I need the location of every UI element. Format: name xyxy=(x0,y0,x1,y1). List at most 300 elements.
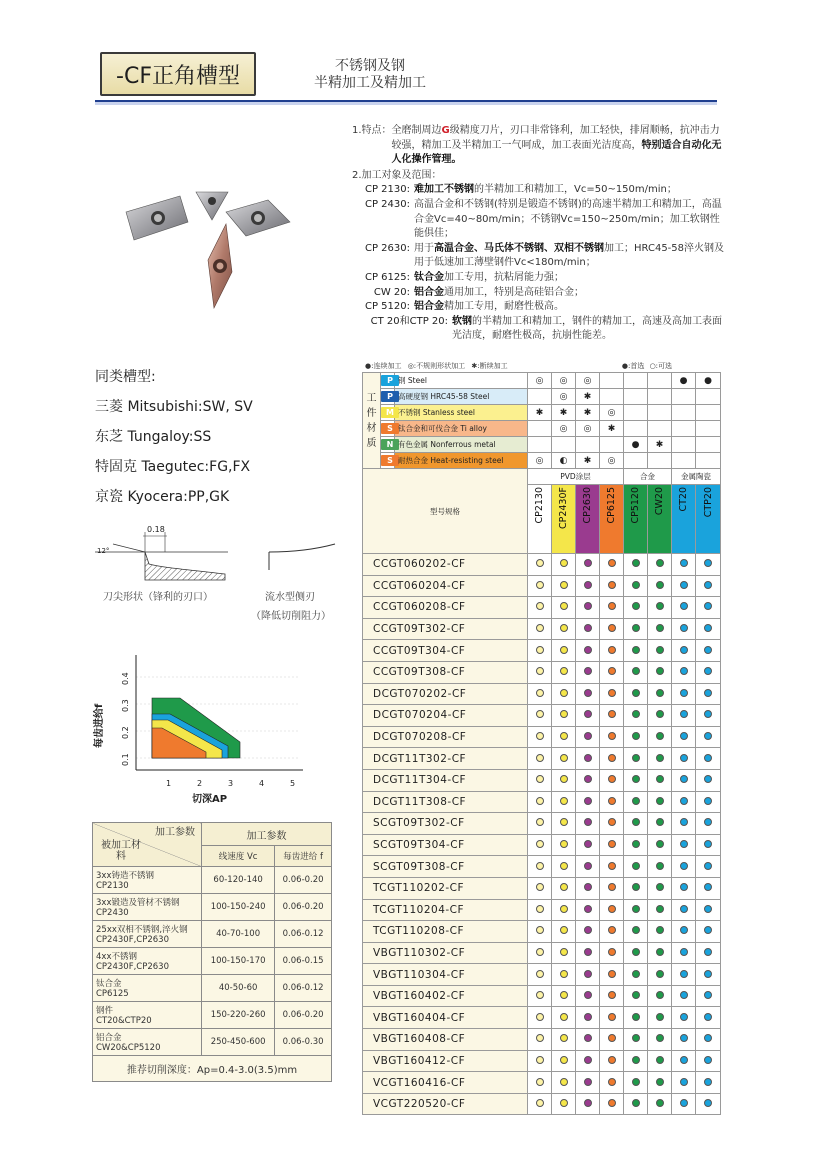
availability-dot xyxy=(680,1078,688,1086)
model-grade-cell xyxy=(672,877,696,899)
model-row xyxy=(363,877,721,899)
model-grade-cell xyxy=(576,942,600,964)
model-grade-cell xyxy=(648,877,672,899)
edge-angle-label: 12° xyxy=(97,547,110,555)
params-row xyxy=(93,1002,332,1029)
availability-dot xyxy=(704,581,712,589)
availability-dot xyxy=(656,646,664,654)
model-grade-cell xyxy=(576,618,600,640)
model-grade-cell xyxy=(552,985,576,1007)
grade-desc-code: CT 20和CTP 20: xyxy=(370,315,448,327)
material-grade-cell: ✱ xyxy=(552,405,576,421)
grade-desc-code: CW 20: xyxy=(373,286,410,298)
model-grade-cell xyxy=(576,1029,600,1051)
model-grade-cell xyxy=(600,791,624,813)
availability-dot xyxy=(704,797,712,805)
availability-dot xyxy=(560,1099,568,1107)
model-grade-cell xyxy=(624,554,648,576)
grade-desc-code: CP 5120: xyxy=(364,301,410,313)
model-grade-cell xyxy=(576,813,600,835)
material-row xyxy=(363,453,721,469)
model-grade-cell xyxy=(576,856,600,878)
model-grade-cell xyxy=(528,769,552,791)
availability-dot xyxy=(608,624,616,632)
model-grade-cell xyxy=(576,921,600,943)
model-grade-cell xyxy=(696,1072,721,1094)
availability-dot xyxy=(680,840,688,848)
availability-dot xyxy=(584,797,592,805)
model-name: VCGT220520-CF xyxy=(363,1093,528,1115)
grade-header: CP2130 xyxy=(528,485,552,554)
availability-dot xyxy=(632,559,640,567)
model-grade-cell xyxy=(648,726,672,748)
availability-dot xyxy=(608,797,616,805)
params-row xyxy=(93,975,332,1002)
params-f: 0.06-0.12 xyxy=(275,975,332,1002)
availability-dot xyxy=(704,883,712,891)
model-grade-cell xyxy=(624,1007,648,1029)
availability-dot xyxy=(584,1013,592,1021)
availability-dot xyxy=(704,602,712,610)
model-row xyxy=(363,813,721,835)
availability-dot xyxy=(536,905,544,913)
material-code: S xyxy=(381,453,395,469)
model-grade-cell xyxy=(552,791,576,813)
availability-dot xyxy=(704,754,712,762)
model-name: DCGT070204-CF xyxy=(363,705,528,727)
availability-dot xyxy=(584,926,592,934)
availability-dot xyxy=(560,991,568,999)
material-grade-cell: ✱ xyxy=(528,405,552,421)
availability-dot xyxy=(680,818,688,826)
material-grade-cell: ✱ xyxy=(648,437,672,453)
model-grade-cell xyxy=(528,705,552,727)
availability-dot xyxy=(632,775,640,783)
grade-desc-code: CP 6125: xyxy=(364,271,410,283)
model-grade-cell xyxy=(648,769,672,791)
material-name: 钛合金和可伐合金 Ti alloy xyxy=(395,421,528,437)
model-grade-cell xyxy=(552,964,576,986)
availability-dot xyxy=(656,689,664,697)
model-grade-cell xyxy=(672,834,696,856)
material-grade-cell xyxy=(672,437,696,453)
availability-dot xyxy=(680,667,688,675)
availability-dot xyxy=(584,883,592,891)
grade-header: CP2630 xyxy=(576,485,600,554)
model-grade-cell xyxy=(528,877,552,899)
model-grade-cell xyxy=(672,985,696,1007)
availability-dot xyxy=(584,624,592,632)
model-row xyxy=(363,683,721,705)
grade-header: CW20 xyxy=(648,485,672,554)
material-grade-cell: ◎ xyxy=(600,405,624,421)
availability-dot xyxy=(680,559,688,567)
availability-dot xyxy=(632,840,640,848)
availability-dot xyxy=(632,926,640,934)
chart-ytick-label: 0.2 xyxy=(121,726,130,739)
model-name: VBGT160404-CF xyxy=(363,1007,528,1029)
availability-dot xyxy=(632,797,640,805)
material-grade-cell xyxy=(528,389,552,405)
availability-dot xyxy=(536,581,544,589)
availability-dot xyxy=(536,840,544,848)
model-row xyxy=(363,554,721,576)
model-grade-cell xyxy=(528,791,552,813)
availability-dot xyxy=(584,862,592,870)
model-grade-cell xyxy=(552,683,576,705)
model-grade-cell xyxy=(528,1050,552,1072)
material-grade-cell: ✱ xyxy=(576,389,600,405)
availability-dot xyxy=(536,1099,544,1107)
availability-dot xyxy=(680,732,688,740)
availability-dot xyxy=(608,754,616,762)
availability-dot xyxy=(704,818,712,826)
matrix-group-row xyxy=(363,469,721,485)
model-row xyxy=(363,921,721,943)
inserts-photo xyxy=(118,182,296,312)
model-grade-cell xyxy=(528,683,552,705)
edge-label-2b: （降低切削阻力） xyxy=(251,611,331,622)
model-grade-cell xyxy=(528,597,552,619)
availability-dot xyxy=(536,667,544,675)
availability-dot xyxy=(608,1078,616,1086)
availability-dot xyxy=(704,624,712,632)
availability-dot xyxy=(656,581,664,589)
model-grade-cell xyxy=(696,964,721,986)
model-name: CCGT060208-CF xyxy=(363,597,528,619)
model-name: DCGT070208-CF xyxy=(363,726,528,748)
model-grade-cell xyxy=(600,705,624,727)
material-grade-cell xyxy=(648,453,672,469)
availability-dot xyxy=(632,602,640,610)
grade-desc-text: 难加工不锈钢的半精加工和精加工，Vc=50~150m/min； xyxy=(414,184,677,196)
model-grade-cell xyxy=(600,834,624,856)
model-name: CCGT060202-CF xyxy=(363,554,528,576)
model-grade-cell xyxy=(648,554,672,576)
model-grade-cell xyxy=(696,748,721,770)
model-grade-cell xyxy=(624,856,648,878)
model-grade-cell xyxy=(600,942,624,964)
model-grade-cell xyxy=(552,618,576,640)
availability-dot xyxy=(704,948,712,956)
similar-item: 东芝 Tungaloy:SS xyxy=(95,429,212,445)
params-header: 加工参数 xyxy=(202,823,332,846)
availability-dot xyxy=(608,926,616,934)
params-row xyxy=(93,1029,332,1056)
model-grade-cell xyxy=(624,597,648,619)
availability-dot xyxy=(656,710,664,718)
availability-dot xyxy=(680,1013,688,1021)
model-name: DCGT070202-CF xyxy=(363,683,528,705)
model-grade-cell xyxy=(528,1007,552,1029)
material-grade-cell xyxy=(624,453,648,469)
availability-dot xyxy=(656,1013,664,1021)
material-grade-cell: ◎ xyxy=(528,373,552,389)
availability-dot xyxy=(704,1013,712,1021)
model-grade-cell xyxy=(672,899,696,921)
model-grade-cell xyxy=(624,964,648,986)
model-grade-cell xyxy=(600,964,624,986)
model-grade-cell xyxy=(600,899,624,921)
grade-desc-row xyxy=(352,315,724,344)
availability-dot xyxy=(704,710,712,718)
availability-dot xyxy=(656,818,664,826)
grade-desc-row xyxy=(352,183,724,198)
legend-optional: ○:可选 xyxy=(649,362,673,370)
model-grade-cell xyxy=(624,1050,648,1072)
grade-desc-row xyxy=(352,271,724,286)
availability-dot xyxy=(608,559,616,567)
model-grade-cell xyxy=(528,1029,552,1051)
model-name: SCGT09T308-CF xyxy=(363,856,528,878)
availability-dot xyxy=(536,991,544,999)
availability-dot xyxy=(680,948,688,956)
availability-dot xyxy=(632,754,640,762)
model-grade-cell xyxy=(576,964,600,986)
availability-dot xyxy=(584,689,592,697)
model-grade-cell xyxy=(648,640,672,662)
material-grade-cell: ◎ xyxy=(552,373,576,389)
availability-dot xyxy=(536,624,544,632)
availability-dot xyxy=(680,905,688,913)
edge-diagrams xyxy=(93,522,348,642)
material-grade-cell: ◎ xyxy=(552,389,576,405)
availability-dot xyxy=(656,991,664,999)
availability-dot xyxy=(536,1056,544,1064)
material-grade-cell xyxy=(672,389,696,405)
model-name: DCGT11T302-CF xyxy=(363,748,528,770)
model-grade-cell xyxy=(696,877,721,899)
material-grade-cell: ◎ xyxy=(528,453,552,469)
availability-dot xyxy=(704,559,712,567)
model-grade-cell xyxy=(696,813,721,835)
material-grade-cell xyxy=(600,437,624,453)
model-grade-cell xyxy=(696,942,721,964)
availability-dot xyxy=(584,840,592,848)
availability-dot xyxy=(704,991,712,999)
model-grade-cell xyxy=(528,726,552,748)
params-f: 0.06-0.15 xyxy=(275,948,332,975)
model-grade-cell xyxy=(528,554,552,576)
model-row xyxy=(363,1007,721,1029)
chart-ytick-label: 0.4 xyxy=(121,672,130,685)
model-grade-cell xyxy=(624,985,648,1007)
availability-dot xyxy=(608,732,616,740)
material-grade-cell xyxy=(696,421,721,437)
params-footer: 推荐切削深度：Ap=0.4-3.0(3.5)mm xyxy=(93,1056,332,1082)
model-row xyxy=(363,1050,721,1072)
group-pvd: PVD涂层 xyxy=(528,469,624,485)
model-name: CCGT09T308-CF xyxy=(363,661,528,683)
model-grade-cell xyxy=(576,554,600,576)
model-grade-cell xyxy=(528,834,552,856)
availability-dot xyxy=(656,1034,664,1042)
matrix-legend xyxy=(365,361,725,371)
availability-dot xyxy=(584,1099,592,1107)
model-grade-cell xyxy=(696,1093,721,1115)
availability-dot xyxy=(656,1078,664,1086)
availability-dot xyxy=(584,948,592,956)
material-grade-cell xyxy=(696,405,721,421)
model-grade-cell xyxy=(600,1093,624,1115)
params-row xyxy=(93,894,332,921)
legend-first: ●:首选 xyxy=(621,362,645,370)
material-grade-cell xyxy=(624,405,648,421)
model-grade-cell xyxy=(648,834,672,856)
availability-dot xyxy=(632,581,640,589)
material-grade-cell xyxy=(624,389,648,405)
model-grade-cell xyxy=(624,877,648,899)
grade-desc-row xyxy=(352,242,724,271)
model-grade-cell xyxy=(672,748,696,770)
availability-dot xyxy=(680,602,688,610)
params-f: 0.06-0.12 xyxy=(275,921,332,948)
availability-dot xyxy=(608,667,616,675)
model-row xyxy=(363,726,721,748)
availability-dot xyxy=(632,862,640,870)
material-row xyxy=(363,389,721,405)
model-name: TCGT110202-CF xyxy=(363,877,528,899)
grade-desc-text: 用于高温合金、马氏体不锈钢、双相不锈钢加工；HRC45-58淬火钢及用于低速加工薄壁钢件Vc<180m/min； xyxy=(414,242,725,269)
availability-dot xyxy=(680,926,688,934)
model-grade-cell xyxy=(648,813,672,835)
availability-dot xyxy=(680,1099,688,1107)
availability-dot xyxy=(560,581,568,589)
model-grade-cell xyxy=(552,1007,576,1029)
model-grade-cell xyxy=(648,1050,672,1072)
availability-dot xyxy=(560,883,568,891)
subtitle-line-1: 不锈钢及钢 xyxy=(335,58,405,74)
availability-dot xyxy=(608,710,616,718)
model-grade-cell xyxy=(600,769,624,791)
edge-label-1: 刀尖形状（锋利的刃口） xyxy=(103,592,213,603)
model-grade-cell xyxy=(552,748,576,770)
model-grade-cell xyxy=(672,1050,696,1072)
availability-dot xyxy=(608,948,616,956)
model-row xyxy=(363,748,721,770)
grade-desc-text: 高温合金和不锈钢(特别是锻造不锈钢)的高速半精加工和精加工，高温合金Vc=40~80m/min；不锈钢Vc=150~250m/min；加工软钢性能俱佳； xyxy=(414,198,722,240)
model-grade-cell xyxy=(672,942,696,964)
model-grade-cell xyxy=(552,921,576,943)
grade-desc-row xyxy=(352,300,724,315)
model-grade-cell xyxy=(552,597,576,619)
page-title: -CF正角槽型 xyxy=(100,52,256,96)
model-row xyxy=(363,1029,721,1051)
model-grade-cell xyxy=(624,575,648,597)
model-grade-cell xyxy=(696,769,721,791)
availability-dot xyxy=(608,775,616,783)
model-name: VBGT160408-CF xyxy=(363,1029,528,1051)
material-code: P xyxy=(381,389,395,405)
material-grade-cell xyxy=(600,373,624,389)
availability-dot xyxy=(560,602,568,610)
availability-dot xyxy=(560,905,568,913)
similar-item: 京瓷 Kyocera:PP,GK xyxy=(95,489,230,505)
model-grade-cell xyxy=(576,683,600,705)
availability-dot xyxy=(704,970,712,978)
model-grade-cell xyxy=(600,921,624,943)
grade-desc-text: 软钢的半精加工和精加工，钢件的精加工，高速及高加工表面光洁度，耐磨性极高，抗崩性能差。 xyxy=(452,315,722,342)
chart-xtick-label: 3 xyxy=(228,779,234,788)
model-grade-cell xyxy=(672,1072,696,1094)
availability-dot xyxy=(608,646,616,654)
model-grade-cell xyxy=(552,769,576,791)
model-grade-cell xyxy=(528,856,552,878)
model-grade-cell xyxy=(648,575,672,597)
availability-dot xyxy=(632,689,640,697)
grade-header: CT20 xyxy=(672,485,696,554)
availability-dot xyxy=(560,862,568,870)
model-grade-cell xyxy=(696,640,721,662)
model-row xyxy=(363,942,721,964)
availability-dot xyxy=(536,646,544,654)
availability-dot xyxy=(584,970,592,978)
material-grade-cell xyxy=(624,373,648,389)
availability-dot xyxy=(608,1099,616,1107)
availability-dot xyxy=(584,667,592,675)
params-material: 铝合金 CW20&CP5120 xyxy=(93,1029,202,1056)
availability-dot xyxy=(632,732,640,740)
material-grade-cell: ◎ xyxy=(552,421,576,437)
material-code: S xyxy=(381,421,395,437)
cutting-edge-profile xyxy=(95,525,228,580)
group-alloy: 合金 xyxy=(624,469,672,485)
model-grade-cell xyxy=(672,856,696,878)
model-name: TCGT110208-CF xyxy=(363,921,528,943)
model-grade-cell xyxy=(624,705,648,727)
feed-chart xyxy=(88,650,348,810)
flow-edge-profile xyxy=(269,544,335,570)
model-grade-cell xyxy=(696,834,721,856)
model-grade-cell xyxy=(576,899,600,921)
params-f: 0.06-0.30 xyxy=(275,1029,332,1056)
model-grade-cell xyxy=(648,1007,672,1029)
availability-dot xyxy=(656,775,664,783)
model-grade-cell xyxy=(648,942,672,964)
params-vc: 100-150-240 xyxy=(202,894,275,921)
availability-dot xyxy=(704,862,712,870)
model-row xyxy=(363,985,721,1007)
model-name: TCGT110204-CF xyxy=(363,899,528,921)
model-grade-cell xyxy=(600,1029,624,1051)
availability-dot xyxy=(536,797,544,805)
model-grade-cell xyxy=(576,877,600,899)
model-grade-cell xyxy=(624,899,648,921)
model-grade-cell xyxy=(624,1029,648,1051)
availability-dot xyxy=(584,559,592,567)
model-grade-cell xyxy=(672,921,696,943)
model-grade-cell xyxy=(624,726,648,748)
similar-grooves xyxy=(95,362,345,512)
availability-dot xyxy=(704,689,712,697)
model-grade-cell xyxy=(528,748,552,770)
availability-dot xyxy=(560,775,568,783)
availability-dot xyxy=(536,754,544,762)
model-grade-cell xyxy=(648,597,672,619)
model-grade-cell xyxy=(696,597,721,619)
material-grade-cell: ◎ xyxy=(600,453,624,469)
availability-dot xyxy=(560,970,568,978)
availability-dot xyxy=(584,905,592,913)
model-grade-cell xyxy=(528,942,552,964)
chart-xtick-label: 2 xyxy=(197,779,203,788)
model-grade-cell xyxy=(576,575,600,597)
model-name: VBGT160402-CF xyxy=(363,985,528,1007)
model-grade-cell xyxy=(696,575,721,597)
model-grade-cell xyxy=(648,791,672,813)
availability-dot xyxy=(656,602,664,610)
availability-dot xyxy=(584,710,592,718)
